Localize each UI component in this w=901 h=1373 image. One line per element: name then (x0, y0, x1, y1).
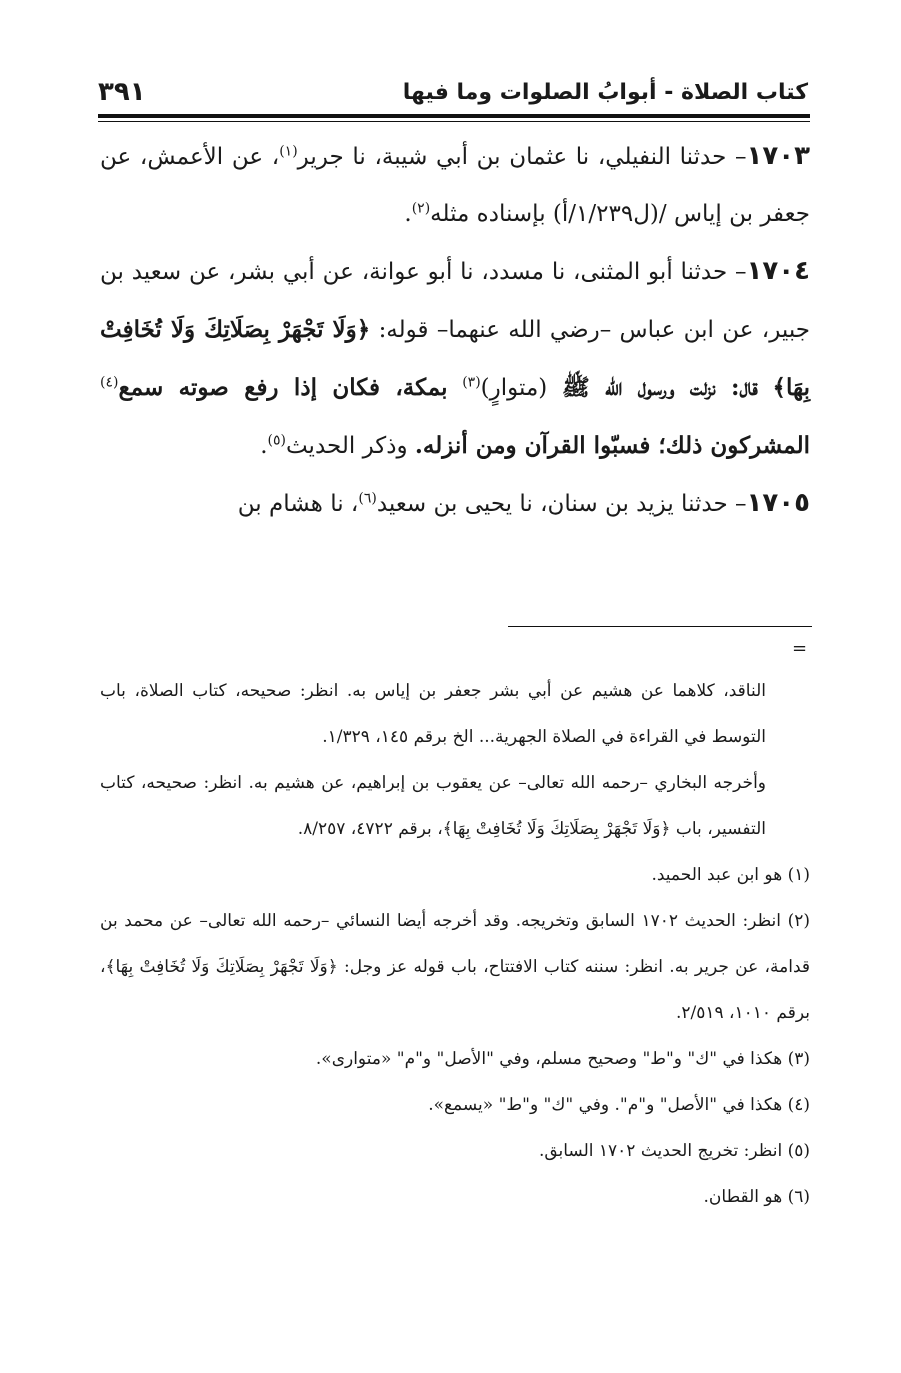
footnote-5: (٥) انظر: تخريج الحديث ١٧٠٢ السابق. (538, 1141, 810, 1161)
footnote-ref[interactable]: (٢) (411, 200, 431, 217)
footnote-ref[interactable]: (٣) (462, 374, 481, 391)
hadith-number: ١٧٠٥ (746, 488, 810, 518)
footnote-1: (١) هو ابن عبد الحميد. (651, 865, 810, 885)
quran-verse: ﴿وَلَا تَجْهَرْ بِصَلَاتِكَ وَلَا تُخَافِتْ بِهَا﴾ (100, 316, 811, 401)
main-text (100, 128, 810, 533)
footnote-2: (٢) انظر: الحديث ١٧٠٢ السابق وتخريجه. وقد أخرجه أيضا النسائي –رحمه الله تعالى– عن محمد بن قدامة، عن جرير به. انظر: سننه كتاب الافتتاح، باب قوله عز وجل: ﴿وَلَا تَجْهَرْ بِصَلَاتِكَ وَلَا تُخَافِتْ بِهَا﴾، برقم ١٠١٠، ٢/٥١٩. (100, 911, 811, 1023)
hadith-number: ١٧٠٤ (746, 256, 810, 286)
hadith-1704 (100, 243, 810, 475)
hadith-matn: قال: نزلت ورسول الله ﷺ (561, 374, 758, 401)
hadith-1705 (100, 475, 810, 533)
hadith-matn: المشركون ذلك؛ فسبّوا القرآن ومن أنزله. (414, 432, 810, 459)
footnote-continuation: وأخرجه البخاري –رحمه الله تعالى– عن يعقوب بن إبراهيم، عن هشيم به. انظر: صحيحه، كتاب التفسير، باب ﴿وَلَا تَجْهَرْ بِصَلَاتِكَ وَلَا تُخَافِتْ بِهَا﴾، برقم ٤٧٢٢، ٨/٢٥٧. (100, 773, 766, 839)
page-number: ٣٩١ (98, 77, 146, 107)
footnote-4: (٤) هكذا في "الأصل" و"م". وفي "ك" و"ط" «يسمع». (428, 1095, 810, 1115)
footnote-3: (٣) هكذا في "ك" و"ط" وصحيح مسلم، وفي "الأصل" و"م" «متوارى». (315, 1049, 810, 1069)
hadith-number: ١٧٠٣ (746, 141, 810, 171)
hadith-text: وذكر الحديث (285, 433, 408, 459)
hadith-matn: بمكة، فكان إذا رفع صوته سمع (118, 374, 448, 401)
footnote-continuation: الناقد، كلاهما عن هشيم عن أبي بشر جعفر بن إياس به. انظر: صحيحه، كتاب الصلاة، باب التوسط في القراءة في الصلاة الجهرية... الخ برقم ١٤٥، ١/٣٢٩. (100, 681, 766, 747)
header-rule-thin (98, 121, 810, 122)
hadith-text: ، نا هشام بن (237, 491, 359, 517)
hadith-1703 (100, 128, 810, 243)
footnote-6: (٦) هو القطان. (703, 1187, 810, 1207)
hadith-text: – حدثنا يزيد بن سنان، نا يحيى بن سعيد (376, 491, 747, 517)
footnote-ref[interactable]: (٥) (267, 432, 286, 449)
running-header (98, 72, 808, 112)
footnote-separator (508, 626, 812, 627)
hadith-text: (متوارٍ) (480, 375, 548, 401)
footnote-ref[interactable]: (١) (279, 143, 298, 160)
continuation-marker: = (792, 638, 808, 659)
hadith-text: – حدثنا أبو المثنى، نا مسدد، نا أبو عوانة، عن أبي بشر، عن سعيد بن جبير، عن ابن عباس –رضي الله عنهما– قوله: (100, 259, 810, 343)
header-title: كتاب الصلاة - أبوابُ الصلوات وما فيها (402, 79, 808, 105)
hadith-text: . (404, 201, 412, 227)
footnotes-section (100, 668, 810, 1220)
hadith-text: . (260, 433, 268, 459)
footnote-ref[interactable]: (٦) (358, 490, 377, 507)
footnote-ref[interactable]: (٤) (100, 374, 119, 391)
hadith-text: ، عن الأعمش، عن جعفر بن إياس /(ل١/٢٣٩/أ) بإسناده مثله (100, 144, 810, 227)
hadith-text: – حدثنا النفيلي، نا عثمان بن أبي شيبة، نا جرير (297, 144, 747, 170)
header-rule-thick (98, 114, 810, 118)
